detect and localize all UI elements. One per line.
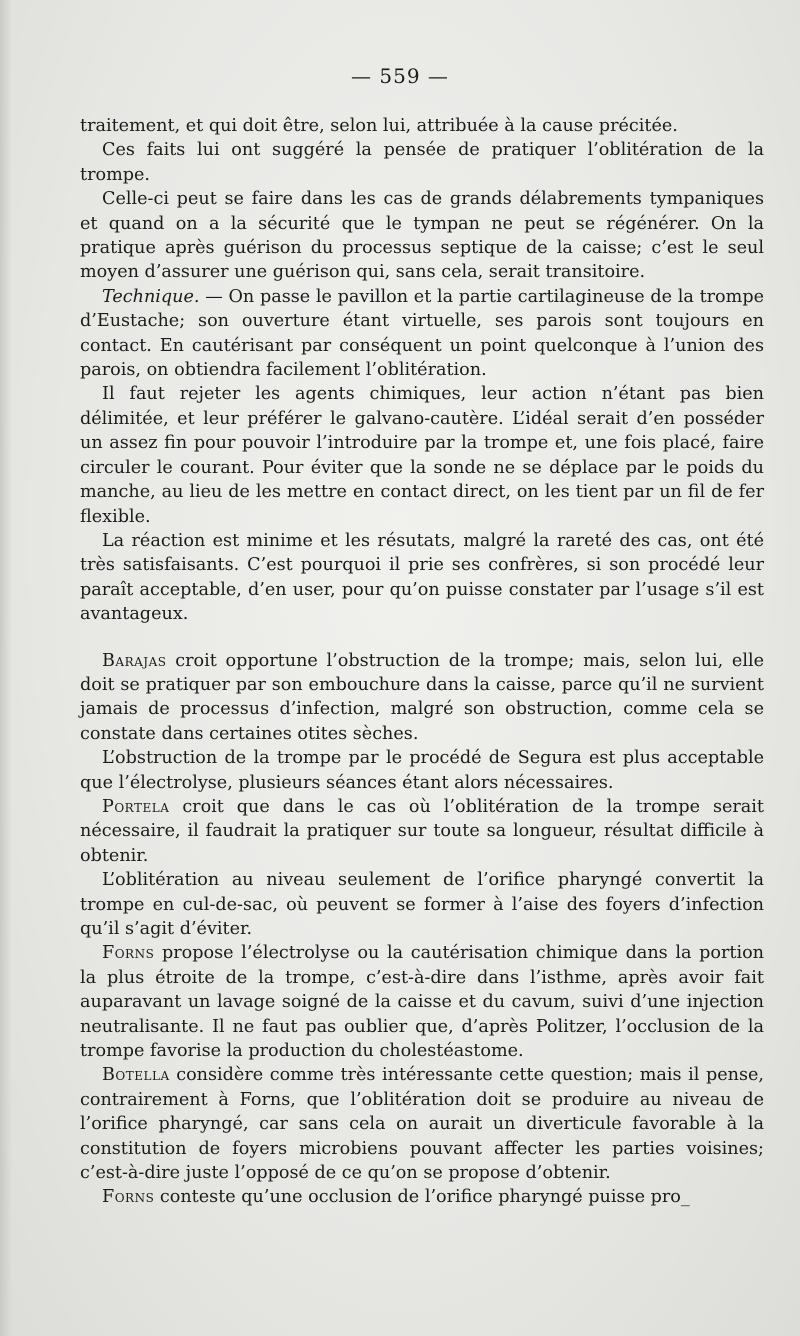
- paragraph-10: L’oblitération au niveau seulement de l’orifice pharyngé convertit la trompe en cul-de-sac, où peuvent se former à l’aise des foyers d’infection qu’il s’agit d’éviter.: [80, 870, 764, 939]
- paragraph-11: [80, 941, 764, 1063]
- section-label-technique: Technique.: [102, 286, 200, 307]
- speaker-name: Portela: [102, 796, 170, 817]
- speaker-name: Barajas: [102, 650, 167, 671]
- speaker-name: Forns: [102, 1187, 155, 1208]
- paragraph-9-text: croit que dans le cas où l’oblitération de la trompe serait nécessaire, il faudrait la pratiquer sur toute sa longueur, résultat difficile à obtenir.: [80, 796, 764, 866]
- paragraph-12-text: considère comme très intéressante cette question; mais il pense, contrairement à Forns, que l’oblitération doit se produire au niveau de l’orifice pharyngé, car sans cela on aurait un diverticule favorable à la constitution de foyers microbiens pouvant affecter les parties voisines; c’est-à-dire juste l’opposé de ce qu’on se propose d’obtenir.: [80, 1065, 764, 1184]
- paragraph-9: [80, 795, 764, 868]
- paragraph-6: La réaction est minime et les résutats, malgré la rareté des cas, ont été très satisfaisants. C’est pourquoi il prie ses confrères, si son procédé leur paraît acceptable, d’en user, pour qu’on puisse constater par l’usage s’il est avantageux.: [80, 530, 764, 625]
- speaker-name: Botella: [102, 1065, 170, 1086]
- body-text: [80, 114, 764, 1210]
- paragraph-11-text: propose l’électrolyse ou la cautérisation chimique dans la portion la plus étroite de la trompe, c’est-à-dire dans l’isthme, après avoir fait auparavant un lavage soigné de la caisse et du cavum, suivi d’une injection neutralisante. Il ne faut pas oublier que, d’après Politzer, l’occlusion de la trompe favorise la production du cholestéastome.: [80, 943, 764, 1062]
- paragraph-5: Il faut rejeter les agents chimiques, leur action n’étant pas bien délimitée, et leur préférer le galvano-cautère. L’idéal serait d’en posséder un assez fin pour pouvoir l’introduire par la trompe et, une fois placé, faire circuler le courant. Pour éviter que la sonde ne se déplace par le poids du manche, au lieu de les mettre en contact direct, on les tient par un fil de fer flexible.: [80, 384, 764, 527]
- paragraph-7: [80, 649, 764, 747]
- paragraph-8: L’obstruction de la trompe par le procédé de Segura est plus acceptable que l’électrolyse, plusieurs séances étant alors nécessaires.: [80, 748, 764, 793]
- page-number: — 559 —: [351, 64, 449, 88]
- paragraph-13: [80, 1185, 764, 1209]
- page-edge-shadow: [0, 0, 12, 1336]
- paragraph-2: Ces faits lui ont suggéré la pensée de pratiquer l’oblitération de la trompe.: [80, 140, 764, 185]
- speaker-name: Forns: [102, 943, 155, 964]
- paragraph-1: traitement, et qui doit être, selon lui, attribuée à la cause précitée.: [80, 116, 678, 136]
- paragraph-13-text: conteste qu’une occlusion de l’orifice pharyngé puisse pro_: [154, 1187, 690, 1208]
- paragraph-4: [80, 285, 764, 383]
- paragraph-4-text: — On passe le pavillon et la partie cartilagineuse de la trompe d’Eustache; son ouverture étant virtuelle, ses parois sont toujours en contact. En cautérisant par conséquent un point quelconque à l’union des parois, on obtiendra facilement l’oblitération.: [80, 286, 764, 381]
- paragraph-7-text: croit opportune l’obstruction de la trompe; mais, selon lui, elle doit se pratiquer par son embouchure dans la caisse, parce qu’il ne survient jamais de processus d’infection, malgré son obstruction, comme cela se constate dans certaines otites sèches.: [80, 650, 764, 744]
- paragraph-3: Celle-ci peut se faire dans les cas de grands délabrements tympaniques et quand on a la sécurité que le tympan ne peut se régénérer. On la pratique après guérison du processus septique de la caisse; c’est le seul moyen d’assurer une guérison qui, sans cela, serait transitoire.: [80, 189, 764, 283]
- paragraph-12: [80, 1063, 764, 1185]
